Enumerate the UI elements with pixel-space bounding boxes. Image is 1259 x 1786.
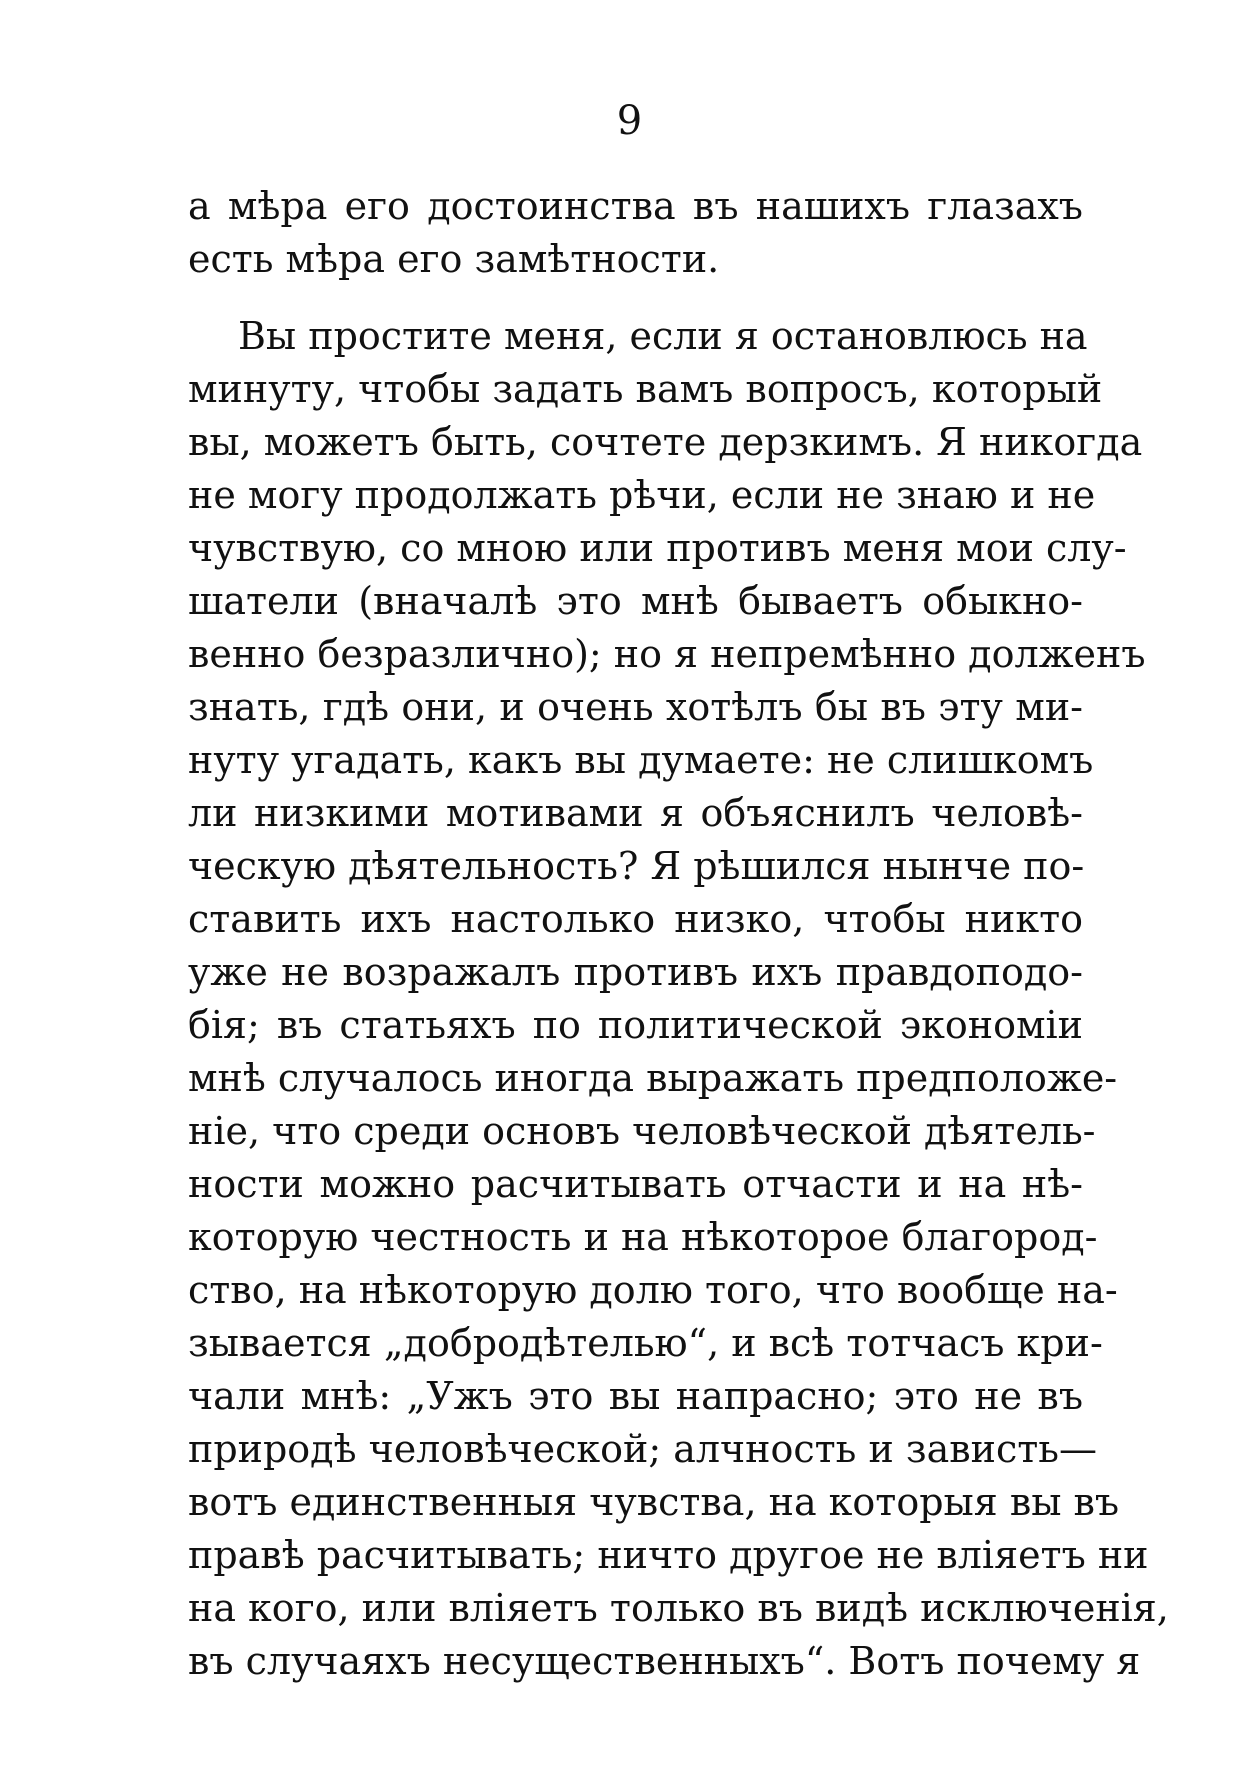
text-line: а мѣра его достоинства въ нашихъ глазахъ — [188, 184, 1083, 228]
text-line: венно безразлично); но я непремѣнно долженъ — [188, 632, 1146, 676]
text-line: на кого, или вліяетъ только въ видѣ исключенія, — [188, 1586, 1169, 1630]
paragraph — [188, 310, 1169, 1688]
text-line: ности можно расчитывать отчасти и на нѣ- — [188, 1162, 1083, 1206]
text-line: знать, гдѣ они, и очень хотѣлъ бы въ эту ми- — [188, 685, 1083, 729]
text-line: шатели (вначалѣ это мнѣ бываетъ обыкно- — [188, 579, 1083, 623]
text-line: въ случаяхъ несущественныхъ“. Вотъ почему я — [188, 1639, 1141, 1683]
text-line: уже не возражалъ противъ ихъ правдоподо- — [188, 950, 1083, 994]
text-line: чали мнѣ: „Ужъ это вы напрасно; это не въ — [188, 1374, 1083, 1418]
text-line: чувствую, со мною или противъ меня мои слу- — [188, 526, 1127, 570]
paragraph-gap — [188, 286, 1083, 310]
page-number: 9 — [616, 98, 643, 144]
text-line: ставить ихъ настолько низко, чтобы никто — [188, 897, 1083, 941]
text-line: Вы простите меня, если я остановлюсь на — [238, 314, 1088, 358]
text-line: вотъ единственныя чувства, на которыя вы въ — [188, 1480, 1120, 1524]
text-line: ческую дѣятельность? Я рѣшился нынче по- — [188, 844, 1085, 888]
text-line: которую честность и на нѣкоторое благород- — [188, 1215, 1098, 1259]
text-line: мнѣ случалось иногда выражать предположе- — [188, 1056, 1118, 1100]
text-line: природѣ человѣческой; алчность и зависть— — [188, 1427, 1097, 1471]
text-line: вы, можетъ быть, сочтете дерзкимъ. Я никогда — [188, 420, 1143, 464]
text-line: нуту угадать, какъ вы думаете: не слишкомъ — [188, 738, 1094, 782]
text-line: ли низкими мотивами я объяснилъ человѣ- — [188, 791, 1083, 835]
paragraph — [188, 180, 1083, 286]
body-text — [188, 180, 1169, 1688]
text-line: ство, на нѣкоторую долю того, что вообще на- — [188, 1268, 1118, 1312]
text-line: ніе, что среди основъ человѣческой дѣятель- — [188, 1109, 1096, 1153]
text-line: зывается „добродѣтелью“, и всѣ тотчасъ кри- — [188, 1321, 1103, 1365]
text-line: правѣ расчитывать; ничто другое не вліяетъ ни — [188, 1533, 1149, 1577]
text-line: не могу продолжать рѣчи, если не знаю и не — [188, 473, 1096, 517]
text-line: есть мѣра его замѣтности. — [188, 237, 720, 281]
text-line: бія; въ статьяхъ по политической экономіи — [188, 1003, 1083, 1047]
text-line: минуту, чтобы задать вамъ вопросъ, который — [188, 367, 1103, 411]
